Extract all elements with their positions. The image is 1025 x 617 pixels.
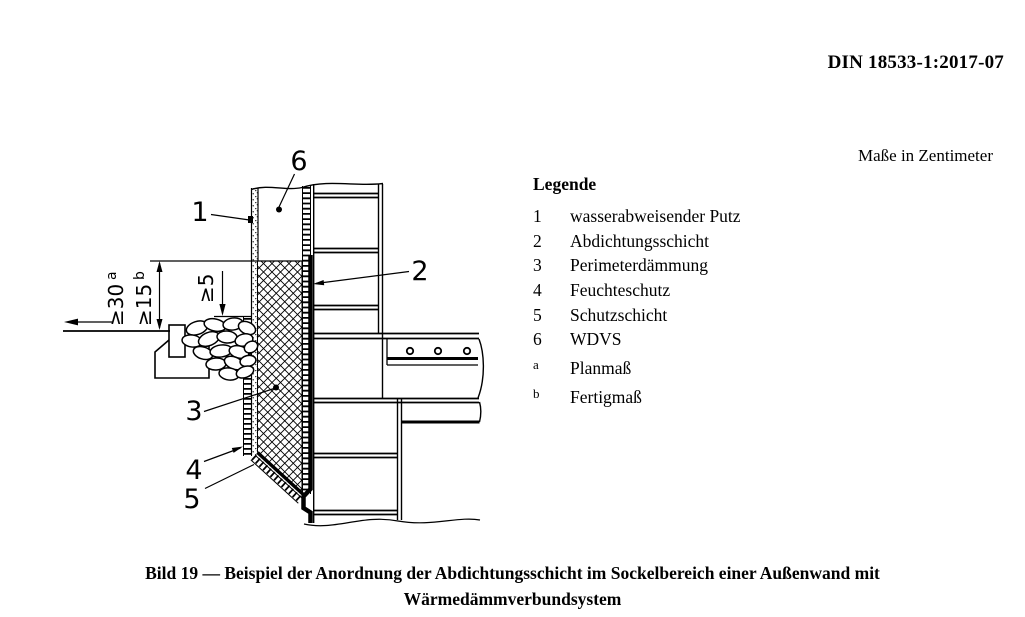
masonry-wall [302,183,480,525]
waterproofing-layer [304,255,311,523]
standard-reference: DIN 18533-1:2017-07 [827,52,1004,73]
legend-key: b [533,385,540,401]
render-layer [252,188,258,456]
legend-key: 4 [533,280,542,301]
dim-30-label [104,271,128,326]
units-note: Maße in Zentimeter [857,146,993,165]
callout-4-label: 4 [185,455,203,486]
legend-label: Planmaß [570,358,632,379]
svg-text:≥30: ≥30 [104,283,128,326]
leader-arrowhead [313,280,324,285]
callout-2-label: 2 [411,256,429,287]
svg-text:≥15: ≥15 [132,283,156,326]
legend-key: a [533,357,539,373]
perimeter-insulation [258,261,306,496]
callout-6-label: 6 [290,146,308,177]
legend-label: Feuchteschutz [570,280,671,301]
legend-key: 5 [533,304,542,325]
leader-arrowhead [232,447,243,453]
legend-label: Perimeterdämmung [570,255,709,276]
fastener-dot [464,348,470,354]
callout-5-label: 5 [183,484,201,515]
legend-label: Fertigmaß [570,386,642,407]
wdvs-panel [252,187,303,261]
break-line [480,402,481,422]
legend-label: WDVS [570,329,622,350]
legend-label: Abdichtungsschicht [570,230,710,251]
caption-line-2: Wärmedämmverbundsystem [403,589,622,609]
caption-line-1: Bild 19 — Beispiel der Anordnung der Abdichtungsschicht im Sockelbereich einer Außenwand mit [145,563,880,583]
fastener-dot [407,348,413,354]
arrowhead [64,319,78,326]
dim-15-label [132,271,156,326]
dim-5-label [194,274,218,303]
legend-key: 1 [533,206,542,226]
legend-label: wasserabweisender Putz [570,206,741,226]
leader-marker-dot [273,385,279,391]
svg-text:b: b [132,271,148,280]
legend-key: 3 [533,255,542,276]
leader-marker-square [248,216,253,223]
svg-text:a: a [104,271,120,280]
callout-1-label: 1 [191,197,209,228]
svg-text:≥5: ≥5 [194,273,218,303]
legend-key: 6 [533,329,542,350]
break-line [478,339,483,398]
callout-3-label: 3 [185,396,203,427]
legend-label: Schutzschicht [570,304,668,325]
legend-key: 2 [533,230,542,251]
legend-title: Legende [533,174,597,194]
fastener-dot [435,348,441,354]
leader-marker-dot [276,207,282,213]
figure-caption [0,560,1025,612]
